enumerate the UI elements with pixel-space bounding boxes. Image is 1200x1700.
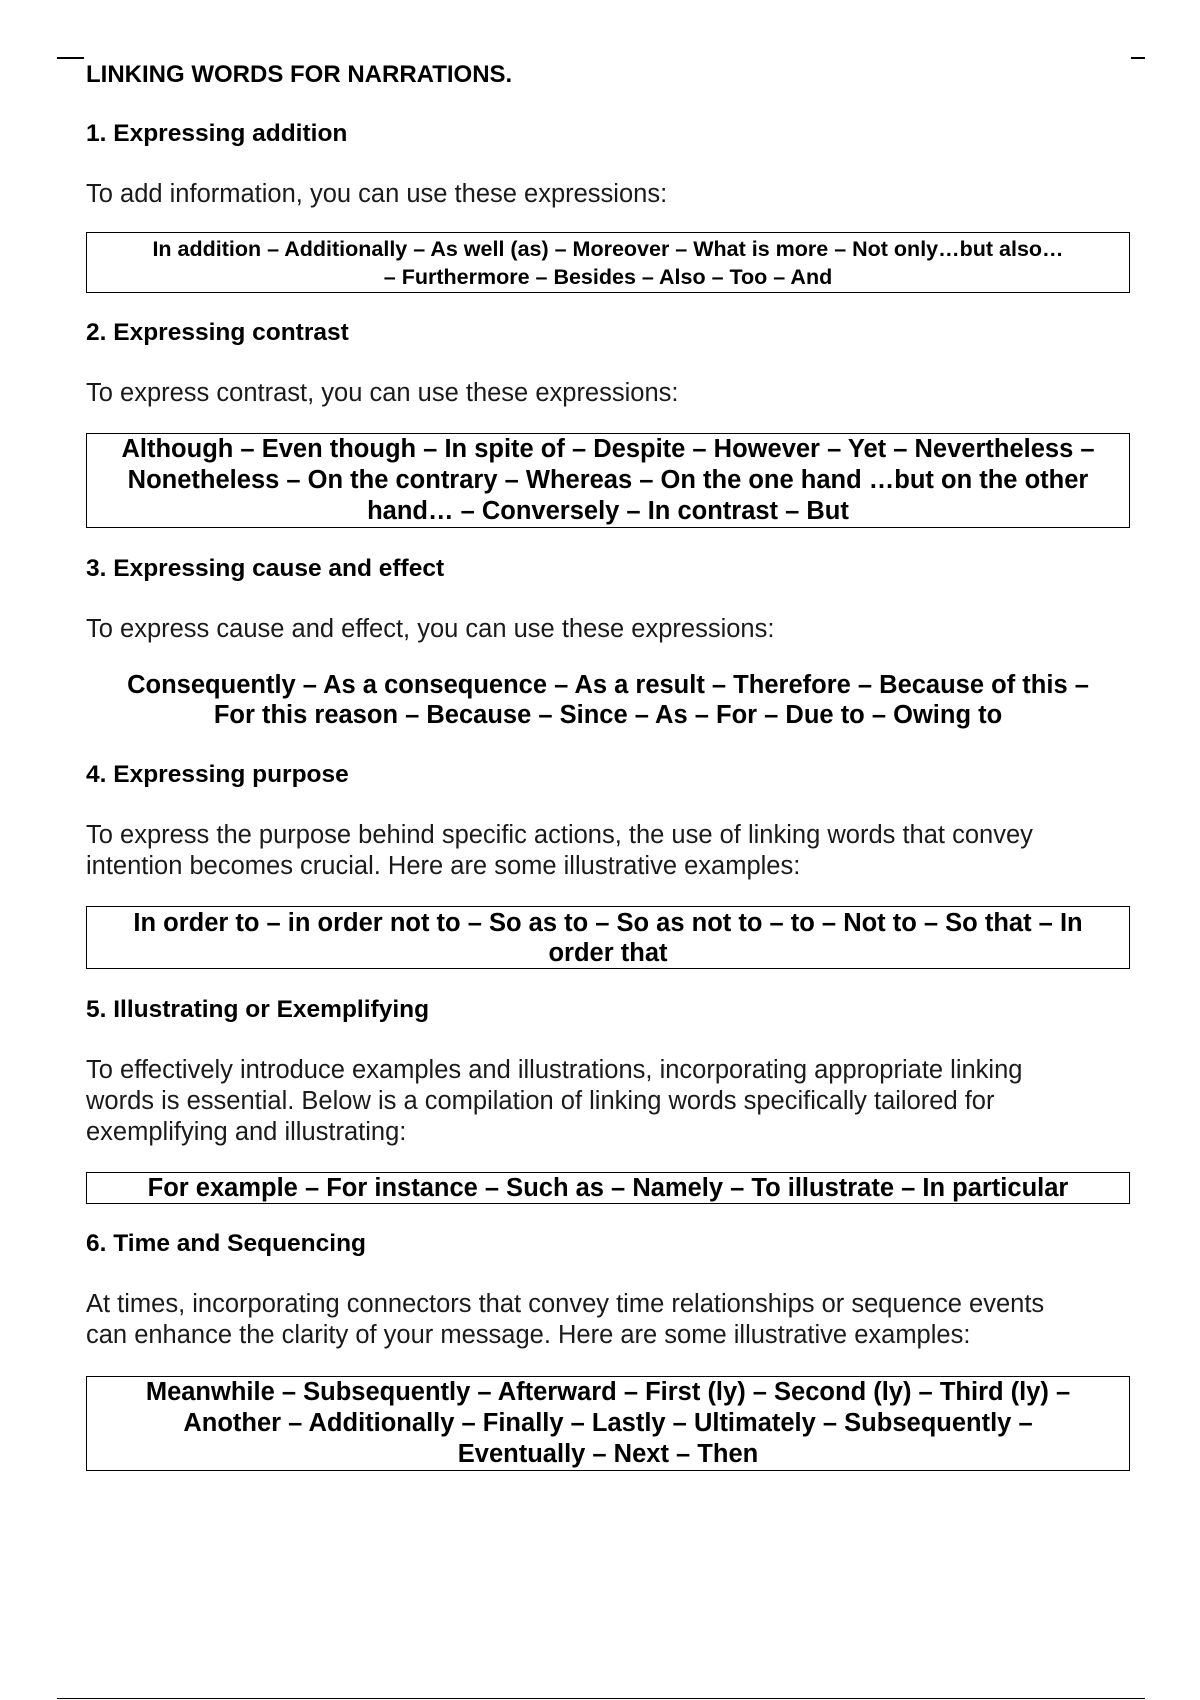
expressions-line: – Furthermore – Besides – Also – Too – And xyxy=(383,265,833,289)
section-intro xyxy=(86,1289,1130,1351)
expressions-block xyxy=(86,670,1130,730)
section-addition xyxy=(86,119,1130,293)
section-intro-line: To effectively introduce examples and illustrations, incorporating appropriate linking xyxy=(86,1056,1023,1084)
section-heading: 3. Expressing cause and effect xyxy=(86,555,445,582)
section-intro-line: words is essential. Below is a compilation of linking words specifically tailored for xyxy=(86,1087,995,1115)
section-time-sequencing xyxy=(86,1229,1130,1471)
section-heading: 6. Time and Sequencing xyxy=(86,1230,367,1257)
section-purpose xyxy=(86,760,1130,969)
section-intro xyxy=(86,1055,1130,1148)
expressions-line: In addition – Additionally – As well (as) – Moreover – What is more – Not only…but also… xyxy=(152,237,1064,261)
section-intro-line: At times, incorporating connectors that convey time relationships or sequence events xyxy=(86,1290,1045,1318)
section-intro-line: intention becomes crucial. Here are some illustrative examples: xyxy=(86,852,801,880)
section-heading: 4. Expressing purpose xyxy=(86,761,349,788)
expressions-line: In order to – in order not to – So as to – So as not to – to – Not to – So that – In xyxy=(133,909,1083,937)
expressions-line: Nonetheless – On the contrary – Whereas – On the one hand …but on the other xyxy=(127,466,1089,494)
section-intro: To express cause and effect, you can use these expressions: xyxy=(86,615,775,643)
section-intro xyxy=(86,820,1130,882)
section-intro: To add information, you can use these expressions: xyxy=(86,180,668,208)
footer-rule xyxy=(57,1698,1145,1699)
document-page xyxy=(86,60,1130,1471)
expressions-line: Eventually – Next – Then xyxy=(457,1440,759,1468)
section-contrast xyxy=(86,318,1130,528)
section-illustrating xyxy=(86,995,1130,1204)
expressions-line: For this reason – Because – Since – As – For – Due to – Owing to xyxy=(213,701,1003,729)
expressions-line: Although – Even though – In spite of – Despite – However – Yet – Nevertheless – xyxy=(121,435,1095,463)
document-title: LINKING WORDS FOR NARRATIONS. xyxy=(86,61,513,88)
expressions-box xyxy=(86,1172,1130,1204)
expressions-line: hand… – Conversely – In contrast – But xyxy=(367,497,849,525)
expressions-line: Meanwhile – Subsequently – Afterward – First (ly) – Second (ly) – Third (ly) – xyxy=(145,1378,1071,1406)
expressions-line: Consequently – As a consequence – As a result – Therefore – Because of this – xyxy=(127,671,1089,699)
expressions-line: For example – For instance – Such as – Namely – To illustrate – In particular xyxy=(147,1174,1069,1202)
expressions-box xyxy=(86,1376,1130,1471)
crop-mark-left xyxy=(57,57,84,59)
section-heading: 2. Expressing contrast xyxy=(86,319,349,346)
expressions-box xyxy=(86,906,1130,969)
expressions-line: Another – Additionally – Finally – Lastly – Ultimately – Subsequently – xyxy=(183,1409,1033,1437)
expressions-box xyxy=(86,232,1130,293)
section-intro-line: exemplifying and illustrating: xyxy=(86,1118,407,1146)
crop-mark-right xyxy=(1131,57,1145,59)
expressions-line: order that xyxy=(548,939,668,967)
section-intro-line: can enhance the clarity of your message. Here are some illustrative examples: xyxy=(86,1321,971,1349)
section-cause-effect xyxy=(86,554,1130,730)
section-intro-line: To express the purpose behind specific actions, the use of linking words that convey xyxy=(86,821,1033,849)
section-intro: To express contrast, you can use these expressions: xyxy=(86,379,679,407)
section-heading: 5. Illustrating or Exemplifying xyxy=(86,996,430,1023)
section-heading: 1. Expressing addition xyxy=(86,120,348,147)
expressions-box xyxy=(86,433,1130,528)
